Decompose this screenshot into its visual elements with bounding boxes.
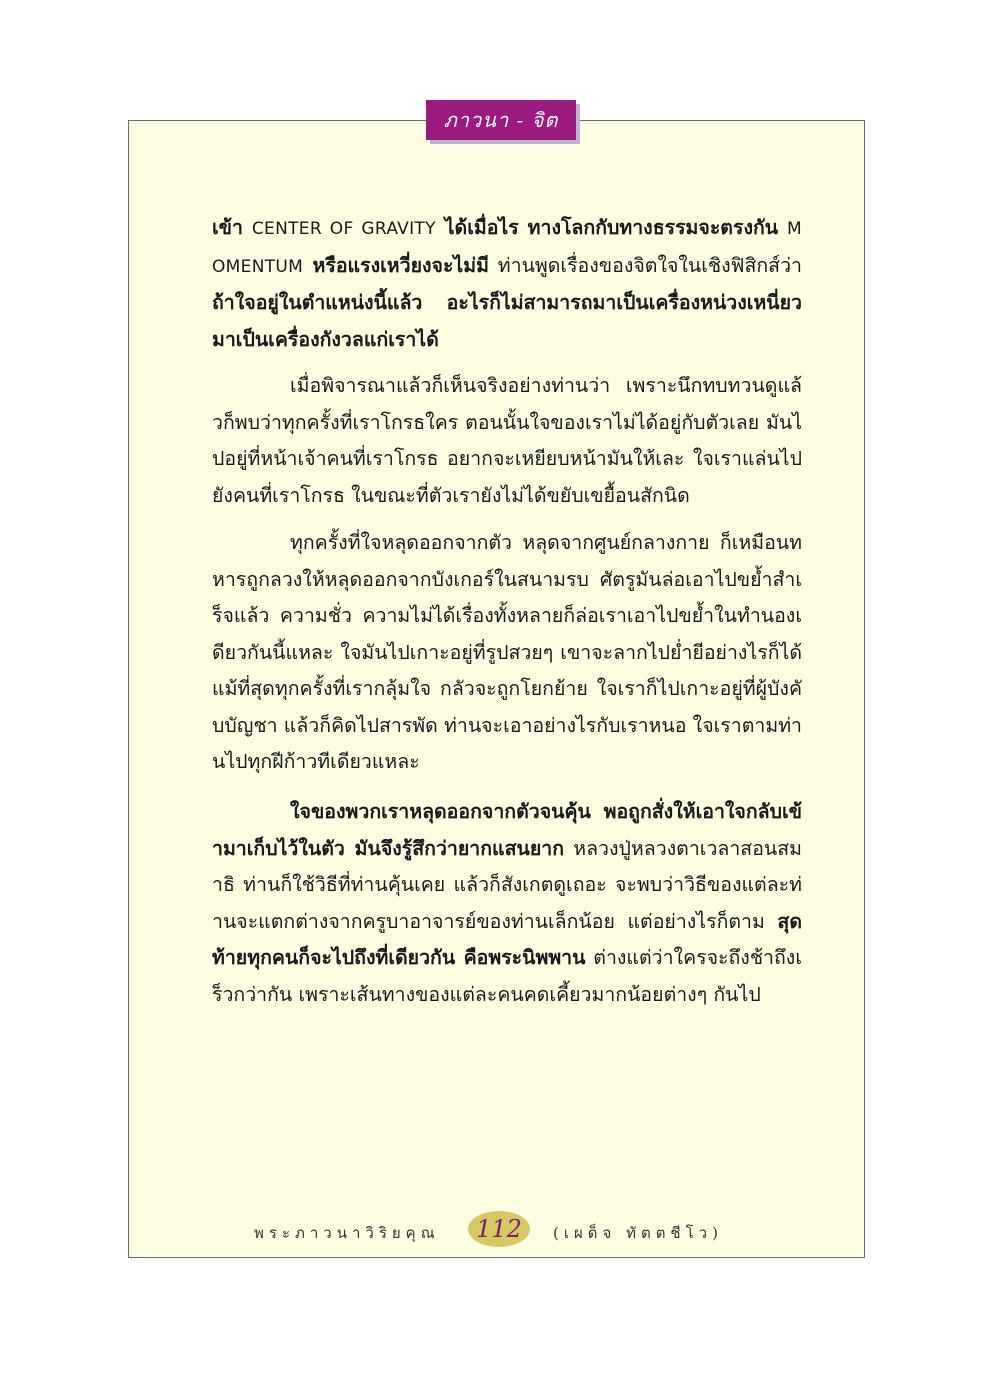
page-number: 112 xyxy=(476,1215,522,1243)
footer-author: (เผด็จ ทัตตชีโว) xyxy=(553,1224,723,1242)
text-segment: หลวงปู่หลวงตาเวลาสอนสมาธิ ท่านก็ใช้วิธีที่ท่านคุ้นเคย แล้วก็สังเกตดูเถอะ จะพบว่าวิธีของแต่ละท่านจะแตกต่างจากครูบาอาจารย์ของท่านเล็กน้อย แต่อย่างไรก็ตาม xyxy=(212,836,802,933)
paragraph-1 xyxy=(212,210,802,357)
text-segment: ใจของพวกเราหลุดออกจากตัวจนคุ้น พอถูกสั่งให้เอาใจกลับเข้ามาเก็บไว้ในตัว มันจึงรู้สึกว่ายากแสนยาก xyxy=(212,800,802,860)
text-segment: สุดท้ายทุกคนก็จะไปถึงที่เดียวกัน คือพระนิพพาน xyxy=(212,909,802,969)
text-segment: ท่านพูดเรื่องของจิตใจในเชิงฟิสิกส์ว่า xyxy=(488,253,802,277)
paragraph-2 xyxy=(212,368,802,514)
page-footer xyxy=(128,1211,865,1251)
text-segment: ถ้าใจอยู่ในตำแหน่งนี้แล้ว อะไรก็ไม่สามารถมาเป็นเครื่องหน่วงเหนี่ยว มาเป็นเครื่องกังวลแก่เราได้ xyxy=(212,291,802,351)
page-number-badge xyxy=(468,1211,530,1247)
body-text xyxy=(212,210,802,1013)
footer-book-title: พระภาวนาวิริยคุณ xyxy=(254,1224,440,1242)
text-segment: ได้เมื่อไร ทางโลกกับทางธรรมจะตรงกัน xyxy=(435,216,788,239)
text-segment-latin: MOMENTUM xyxy=(212,219,803,277)
text-segment: เข้า xyxy=(212,216,252,239)
text-segment: เมื่อพิจารณาแล้วก็เห็นจริงอย่างท่านว่า เพราะนึกทบทวนดูแล้วก็พบว่าทุกครั้งที่เราโกรธใคร ตอนนั้นใจของเราไม่ได้อยู่กับตัวเลย มันไปอยู่ที่หน้าเจ้าคนที่เราโกรธ อยากจะเหยียบหน้ามันให้เละ ใจเราแล่นไปยังคนที่เราโกรธ ในขณะที่ตัวเรายังไม่ได้ขยับเขยื้อนสักนิด xyxy=(212,374,802,507)
text-segment: ต่างแต่ว่าใครจะถึงช้าถึงเร็วกว่ากัน เพราะเส้นทางของแต่ละคนคดเคี้ยวมากน้อยต่างๆ กันไป xyxy=(212,946,802,1006)
text-segment: หรือแรงเหวี่ยงจะไม่มี xyxy=(303,253,489,277)
paragraph-3 xyxy=(212,525,802,781)
paragraph-4 xyxy=(212,794,802,1013)
text-segment-latin: CENTER OF GRAVITY xyxy=(251,219,436,239)
section-header-label: ภาวนา - จิต xyxy=(443,108,559,132)
section-header-tab xyxy=(426,100,576,140)
text-segment: ทุกครั้งที่ใจหลุดออกจากตัว หลุดจากศูนย์กลางกาย ก็เหมือนทหารถูกลวงให้หลุดออกจากบังเกอร์ในสนามรบ ศัตรูมันล่อเอาไปขย้ำสำเร็จแล้ว ความชั่ว ความไม่ได้เรื่องทั้งหลายก็ล่อเราเอาไปขย้ำในทำนองเดียวกันนี้แหละ ใจมันไปเกาะอยู่ที่รูปสวยๆ เขาจะลากไปย่ำยีอย่างไรก็ได้ แม้ที่สุดทุกครั้งที่เรากลุ้มใจ กลัวจะถูกโยกย้าย ใจเราก็ไปเกาะอยู่ที่ผู้บังคับบัญชา แล้วก็คิดไปสารพัด ท่านจะเอาอย่างไรกับเราหนอ ใจเราตามท่านไปทุกฝีก้าวทีเดียวแหละ xyxy=(212,531,802,773)
